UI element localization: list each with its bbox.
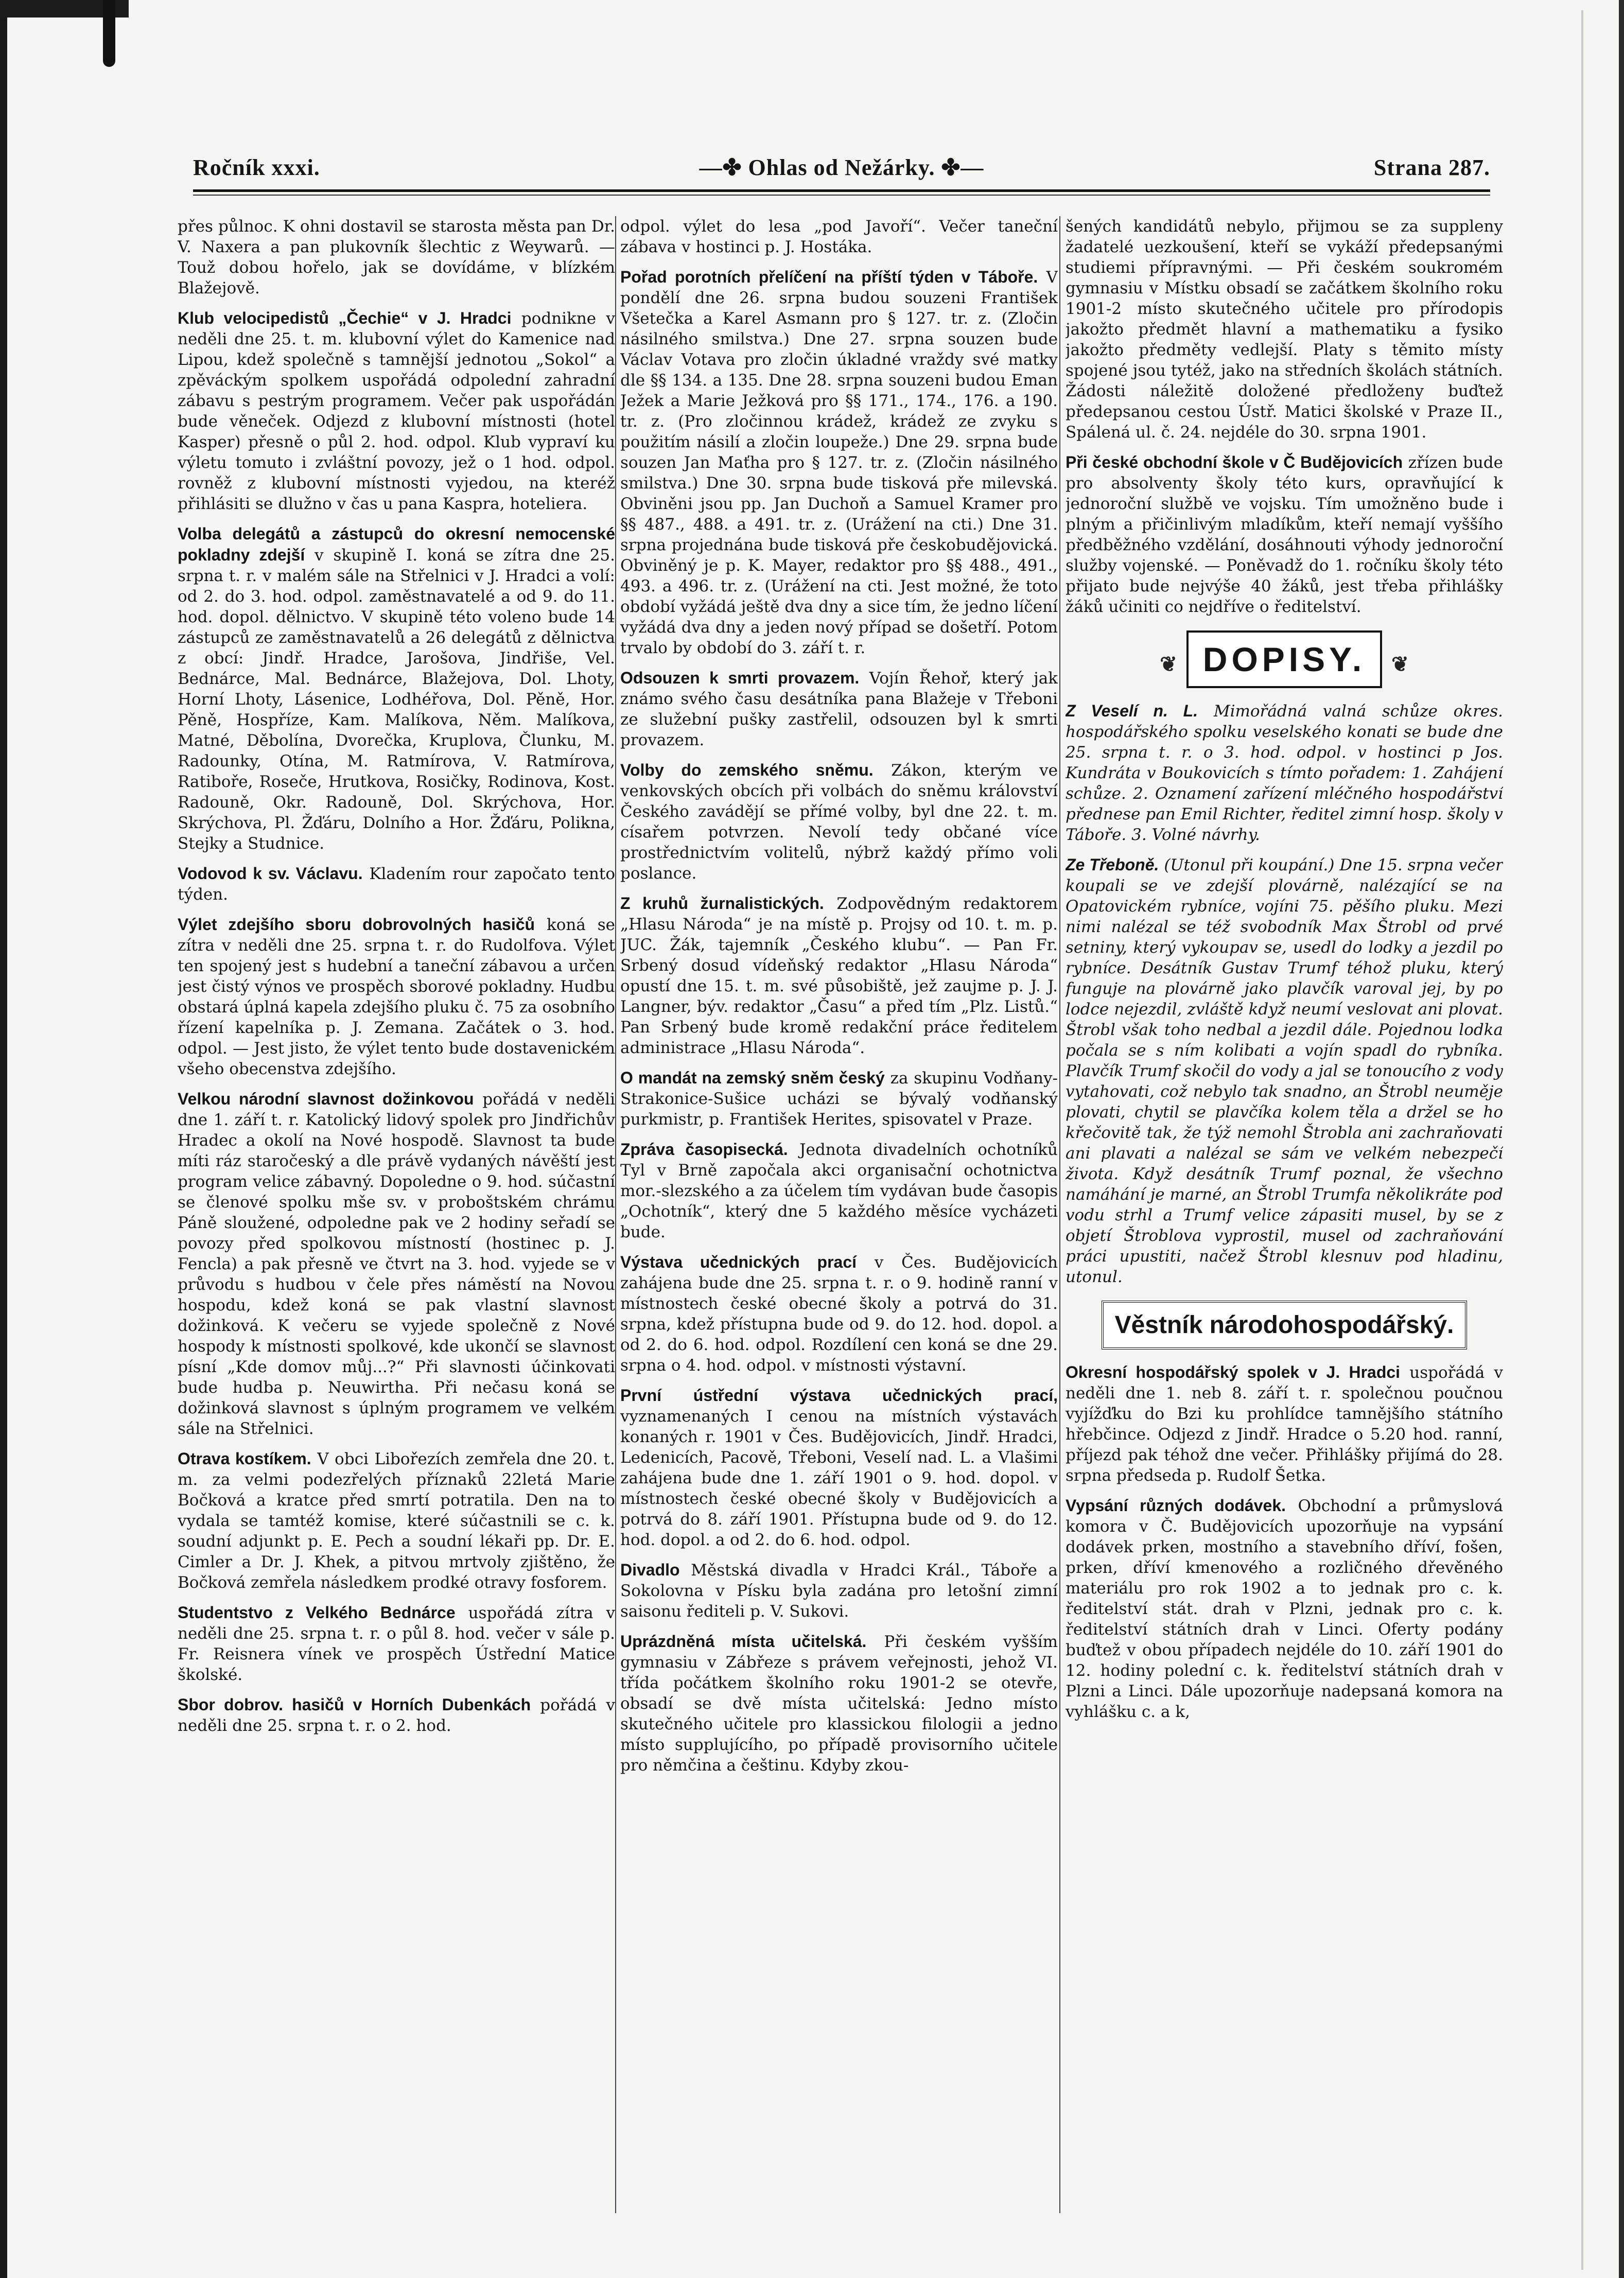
article-title: Otrava kostíkem. bbox=[178, 1449, 311, 1468]
letter: Z Veselí n. L. Mimořádná valná schůze okres. hospodářského spolku veselského konati se bude dne 25. srpna t. r. o 3. hod. odpol. v hostinci p Jos. Kundráta v Boukovicích s tímto pořadem: 1. Zahájení schůze. 2. Oznamení zařízení mléčného hospodářství přednese pan Emil Richter, ředitel zimní hosp. školy v Táboře. 3. Volné návrhy. bbox=[1066, 702, 1503, 844]
scan-edge-right bbox=[1619, 0, 1624, 2278]
letter-title: Ze Třeboně. bbox=[1066, 855, 1159, 874]
article: odpol. výlet do lesa „pod Javoří“. Večer taneční zábava v hostinci p. J. Hostáka. bbox=[620, 217, 1058, 256]
article: Odsouzen k smrti provazem. Vojín Řehoř, který jak známo svého času desátníka pana Blažeje v Třeboni ze služební pušky zastřelil, odsouzen byl k smrti provazem. bbox=[620, 669, 1058, 749]
page-header bbox=[193, 154, 1490, 185]
article-title: Volby do zemského sněmu. bbox=[620, 761, 874, 779]
column-divider bbox=[615, 216, 616, 2213]
article: Divadlo Městská divadla v Hradci Král., Táboře a Sokolovna v Písku byla zadána pro letošní zimní saisonu řediteli p. V. Sukovi. bbox=[620, 1561, 1058, 1621]
newspaper-title: —✤ Ohlas od Nežárky. ✤— bbox=[699, 155, 984, 180]
article: Pořad porotních přelíčení na příští týden v Táboře. V pondělí dne 26. srpna budou souzeni František Všetečka a Karel Asmann pro § 127. tr. z. (Zločin násilného smilstva.) Dne 27. srpna souzen bude Václav Votava pro zločin úkladné vraždy své matky dle §§ 134. a 135. Dne 28. srpna souzeni budou Eman Ježek a Marie Ježková pro §§ 171., 174., 176. a 190. tr. z. (Pro zločinnou krádež, krádež ze zvyku s použitím násilí a zločin loupeže.) Dne 29. srpna bude souzen Jan Maťha pro § 127. tr. z. (Zločin násilného smilstva.) Dne 30. srpna bude tisková pře milevská. Obviněni jsou pp. Jan Duchoň a Samuel Kramer pro §§ 487., 488. a 491. tr. z. (Urážení na cti.) Dne 31. srpna projednána bude tisková pře českobudějovická. Obviněný je p. K. Mayer, redaktor pro §§ 488., 491., 493. a 496. tr. z. (Urážení na cti. Jest možné, že toto období vyžádá ještě dva dny a sice tím, že jedno líčení vyžádá dva dny a jeden nový případ se došetří. Potom trvalo by období do 3. září t. r. bbox=[620, 268, 1058, 657]
article-title: Velkou národní slavnost dožinkovou bbox=[178, 1090, 474, 1108]
article: Výlet zdejšího sboru dobrovolných hasičů koná se zítra v neděli dne 25. srpna t. r. do Rudolfova. Výlet ten spojený jest s hudební a taneční zábavou a určen jest čistý výnos ve prospěch sborové pokladny. Hudbu obstará úplná kapela zdejšího pluku č. 75 za osobního řízení kapelníka p. J. Zemana. Začátek o 3. hod. odpol. — Jest jisto, že výlet tento bude dostavenickém všeho obecenstva zdejšího. bbox=[178, 915, 615, 1078]
scan-notch bbox=[103, 0, 115, 67]
ornament-icon: ❦ bbox=[1391, 653, 1409, 676]
article-title: Volba delegátů a zástupců do okresní nemocenské pokladny zdejší bbox=[178, 524, 615, 564]
article: šených kandidátů nebylo, přijmou se za suppleny žadatelé uezkoušení, kteří se vykáží předepsanými studiemi přípravnými. — Při českém soukromém gymnasiu v Místku obsadí se začátkem školního roku 1901-2 místo skutečného učitele pro přírodopis jakožto předmět hlavní a mathematiku a fysiko jakožto předměty vedlejší. Platy s těmito místy spojené jsou tytéž, jako na středních školách státních. Žádosti náležitě doložené předloženy buďtež předepsanou cestou Ústř. Matici školské v Praze II., Spálená ul. č. 24. nejdéle do 30. srpna 1901. bbox=[1066, 217, 1503, 442]
article: přes půlnoc. K ohni dostavil se starosta města pan Dr. V. Naxera a pan plukovník šlechtic z Weywarů. — Touž dobou hořelo, jak se dovídáme, v blízkém Blažejově. bbox=[178, 217, 615, 297]
article-title: První ústřední výstava učednických prací, bbox=[620, 1386, 1058, 1405]
article: Klub velocipedistů „Čechie“ v J. Hradci podnikne v neděli dne 25. t. m. klubovní výlet do Kamenice nad Lipou, kdež společně s tamnější jednotou „Sokol“ a zpěváckým spolkem uspořádá odpolední zahradní zábavu s pestrým programem. Večer pak uspořádán bude věneček. Odjezd z klubovní místnosti (hotel Kasper) přesně o půl 2. hod. odpol. Klub vypraví ku výletu tomuto i zvláštní povozy, jež o 1 hod. odpol. rovněž z klubovní místnosti vyjedou, na kteréž přihlásiti se dlužno v čas u pana Kaspra, hoteliera. bbox=[178, 309, 615, 513]
article-title: Klub velocipedistů „Čechie“ v J. Hradci bbox=[178, 309, 512, 327]
article-title: Divadlo bbox=[620, 1561, 680, 1579]
article: Uprázdněná místa učitelská. Při českém vyšším gymnasiu v Zábřeze s právem veřejnosti, jehož VI. třída počátkem školního roku 1901-2 se otevře, obsadí se dvě místa učitelská: Jedno místo skutečného učitele pro klassickou filologii a jedno místo supplujícího, po případě provisorního učitele pro němčina a češtinu. Kdyby zkou- bbox=[620, 1632, 1058, 1775]
scan-line bbox=[1581, 10, 1583, 2270]
article: Sbor dobrov. hasičů v Horních Dubenkách pořádá v neděli dne 25. srpna t. r. o 2. hod. bbox=[178, 1695, 615, 1735]
article-title: Při české obchodní škole v Č Budějovicích bbox=[1066, 453, 1403, 471]
article: Volby do zemského sněmu. Zákon, kterým ve venkovských obcích při volbách do sněmu království Českého zavádějí se přímé volby, byl dne 22. t. m. císařem potvrzen. Nevolí tedy občané více prostřednictvím volitelů, nýbrž každý přímo voli poslance. bbox=[620, 761, 1058, 883]
section-title: DOPISY. bbox=[1186, 630, 1382, 688]
article: První ústřední výstava učednických prací, vyznamenaných I cenou na místních výstavách konaných r. 1901 v Čes. Budějovicích, Jindř. Hradci, Ledenicích, Pacově, Třeboni, Veselí nad. L. a Vlašimi zahájena bude dne 1. září 1901 o 9. hod. dopol. v místnostech české obecné školy v Budějovicích a potrvá do 8. září 1901. Přístupna bude od 9. do 12. hod. dopol. a od 2. do 6. hod. odpol. bbox=[620, 1386, 1058, 1549]
article: O mandát na zemský sněm český za skupinu Vodňany-Strakonice-Sušice ucházi se bývalý vodňanský purkmistr, p. František Herites, spisovatel v Praze. bbox=[620, 1068, 1058, 1129]
article-title: Pořad porotních přelíčení na příští týden v Táboře. bbox=[620, 268, 1038, 286]
article: Z kruhů žurnalistických. Zodpovědným redaktorem „Hlasu Národa“ je na místě p. Projsy od 10. t. m. p. JUC. Žák, tajemník „Českého klubu“. — Pan Fr. Srbený dosud vídeňský redaktor „Hlasu Národa“ opustí dne 15. t. m. své působiště, jež zaujme p. J. J. Langner, býv. redaktor „Času“ a před tím „Plz. Listů.“ Pan Srbený bude kromě redakční práce ředitelem administrace „Hlasu Národa“. bbox=[620, 894, 1058, 1057]
article-title: Odsouzen k smrti provazem. bbox=[620, 669, 860, 687]
article-title: Vodovod k sv. Václavu. bbox=[178, 864, 363, 883]
header-rule bbox=[193, 189, 1490, 192]
article-title: Zpráva časopisecká. bbox=[620, 1140, 788, 1159]
article-title: O mandát na zemský sněm český bbox=[620, 1068, 885, 1087]
article: Zpráva časopisecká. Jednota divadelních ochotníků Tyl v Brně započala akci organisační ochotnictva mor.-slezského a za účelem tím vydávan bude časopis „Ochotník“, který dne 5 každého měsíce vycházeti bude. bbox=[620, 1140, 1058, 1241]
column-right bbox=[1066, 216, 1503, 2223]
article-title: Vypsání různých dodávek. bbox=[1066, 1496, 1286, 1515]
article-title: Okresní hospodářský spolek v J. Hradci bbox=[1066, 1363, 1401, 1381]
article-title: Výstava učednických prací bbox=[620, 1253, 857, 1271]
article: Okresní hospodářský spolek v J. Hradci uspořádá v neděli dne 1. neb 8. září t. r. společnou poučnou vyjížďku do Bzi ku prohlídce tamnějšího státního hřebčince. Odjezd z Jindř. Hradce o 5.20 hod. ranní, příjezd pak téhož dne večer. Přihlášky přijímá do 28. srpna předseda p. Rudolf Šetka. bbox=[1066, 1363, 1503, 1485]
article: Vypsání různých dodávek. Obchodní a průmyslová komora v Č. Budějovicích upozorňuje na vypsání dodávek prken, mostního a stavebního dříví, fošen, prken, dříví kmenového a rozličného dřevěného materiálu pro rok 1902 a to jednak pro c. k. ředitelství stát. drah v Plzni, jednak pro c. k. ředitelství státních drah v Linci. Oferty podány buďtež v obou případech nejdéle do 10. září 1901 do 12. hodiny polední c. k. ředitelství státních drah v Plzni a Linci. Dále upozorňuje nadepsaná komora na vyhlášku c. a k, bbox=[1066, 1496, 1503, 1721]
page-number: Strana 287. bbox=[1373, 155, 1490, 180]
vestnik-banner bbox=[1066, 1301, 1503, 1350]
article: Při české obchodní škole v Č Budějovicích zřízen bude pro absolventy školy této kurs, opravňující k jednoroční službě ve vojsku. Tím umožněno bude i plným a přičinlivým mladíkům, kteří nemají vyššího předběžného vzdělání, dosáhnouti výhody jednoroční služby vojenské. — Poněvadž do 1. ročníku školy této přijato bude nejvýše 40 žáků, jest třeba přihlášky žáků učiniti co nejdříve o ředitelství. bbox=[1066, 453, 1503, 616]
article: Výstava učednických prací v Čes. Budějovicích zahájena bude dne 25. srpna t. r. o 9. hodině ranní v místnostech české obecné školy a potrvá do 31. srpna, kdež přístupna bude od 9. do 12. hod. dopol. a od 2. do 6. hod. odpol. Rozdílení cen koná se dne 29. srpna o 4. hod. odpol. v místnosti výstavní. bbox=[620, 1253, 1058, 1375]
volume-label: Ročník xxxi. bbox=[193, 155, 320, 180]
article: Vodovod k sv. Václavu. Kladením rour započato tento týden. bbox=[178, 864, 615, 904]
article: Otrava kostíkem. V obci Libořezích zemřela dne 20. t. m. za velmi podezřelých příznaků 22letá Marie Bočková a kratce před smrtí potratila. Den na to vydala se tamtéž komise, které súčastnili se c. k. soudní adjunkt p. E. Pech a soudní lékaři pp. Dr. E. Cimler a Dr. J. Khek, a pitvou mrtvoly zjištěno, že Bočková zemřela následkem prodké otravy fosforem. bbox=[178, 1449, 615, 1592]
dopisy-banner bbox=[1066, 630, 1503, 688]
column-left bbox=[178, 216, 615, 2223]
article: Volba delegátů a zástupců do okresní nemocenské pokladny zdejší v skupině I. koná se zítra dne 25. srpna t. r. v malém sále na Střelnici v J. Hradci a volí: od 2. do 3. hod. odpol. zaměstnavatelé a od 9. do 11. hod. dopol. dělnictvo. V skupině této voleno bude 14 zástupců ze zaměstnavatelů a 26 delegátů z dělnictva z obcí: Jindř. Hradce, Jarošova, Jindřiše, Vel. Bednárce, Mal. Bednárce, Blažejova, Dol. Lhoty, Horní Lhoty, Lásenice, Lodhéřova, Dol. Pěně, Hor. Pěně, Hospříze, Kam. Malíkova, Něm. Malíkova, Matné, Děbolína, Dvorečka, Kruplova, Člunku, M. Radounky, Otína, M. Ratmírova, V. Ratmírova, Ratiboře, Roseče, Hrutkova, Rosičky, Rodinova, Kost. Radouně, Okr. Radouně, Dol. Skrýchova, Hor. Skrýchova, Pl. Žďáru, Dolního a Hor. Žďáru, Polikna, Stejky a Studnice. bbox=[178, 524, 615, 853]
article: Studentstvo z Velkého Bednárce uspořádá zítra v neděli dne 25. srpna t. r. o půl 8. hod. večer v sále p. Fr. Reisnera vínek ve prospěch Ústřední Matice školské. bbox=[178, 1603, 615, 1684]
ornament-icon: ❦ bbox=[1160, 653, 1177, 676]
article-title: Z kruhů žurnalistických. bbox=[620, 894, 824, 913]
article: Velkou národní slavnost dožinkovou pořádá v neděli dne 1. září t. r. Katolický lidový spolek pro Jindřichův Hradec a okolí na Nové hospodě. Slavnost ta bude míti ráz staročeský a dle právě vydaných návěští jest program velice zábavný. Dopoledne o 9. hod. súčastní se členové spolku mše sv. v proboštském chrámu Páně sloužené, odpoledne pak ve 2 hodiny seřadí se povozy před spolkovou místností (hostinec p. J. Fencla) a pak přesně ve čtvrt na 3. hod. vyjede se v průvodu s hudbou v čele přes náměstí na Novou hospodu, kdež koná se pak vlastní slavnost dožinková. K večeru se vyjede společně z Nové hospody k místnosti spolkové, kde ukončí se slavnost písní „Kde domov můj...?“ Při slavnosti účinkovati bude hudba p. Neuwirtha. Při nečasu koná se dožinková slavnost s úplným programem ve velkém sále na Střelnici. bbox=[178, 1090, 615, 1438]
section-title: Věstník národohospodářský. bbox=[1102, 1301, 1468, 1350]
scan-edge-left bbox=[0, 0, 7, 2278]
article-title: Sbor dobrov. hasičů v Horních Dubenkách bbox=[178, 1695, 531, 1714]
article-title: Uprázdněná místa učitelská. bbox=[620, 1632, 867, 1651]
article-title: Výlet zdejšího sboru dobrovolných hasičů bbox=[178, 915, 535, 934]
header-rule-thin bbox=[193, 195, 1490, 196]
column-divider bbox=[1059, 216, 1060, 2213]
column-middle bbox=[620, 216, 1058, 2223]
letter-title: Z Veselí n. L. bbox=[1066, 702, 1198, 720]
letter: Ze Třeboně. (Utonul při koupání.) Dne 15. srpna večer koupali se ve zdejší plovárně, nalézající se na Opatovickém rybníce, vojíni 75. pěšího pluku. Mezi nimi nalézal se též svobodník Max Štrobl od prvé setniny, který vykoupav se, usedl do lodky a jezdil po rybníce. Desátník Gustav Trumf téhož pluku, který funguje na plovárně jako plavčík varoval jej, by po lodce nejezdil, zvláště když neumí veslovat ani plovat. Štrobl však toho nedbal a jezdil dále. Pojednou lodka počala se s ním kolibati a vojín spadl do rybníka. Plavčík Trumf skočil do vody a jal se tonoucího z vody vytahovati, což nebylo tak snadno, an Štrobl neuměje plovati, chytil se plavčíka kolem těla a držel se ho křečovitě tak, že týž nemohl Štrobla ani zachraňovati ani plavati a nalézal se sám ve velkém nebezpečí života. Když desátník Trumf poznal, že všechno namáhání je marné, an Štrobl Trumfa několikráte pod vodu strhl a Trumf velice zápasiti musel, by se z objetí Štroblova vyprostil, musel od zachraňování práci upustiti, načež Štrobl klesnuv pod hladinu, utonul. bbox=[1066, 855, 1503, 1286]
article-title: Studentstvo z Velkého Bednárce bbox=[178, 1603, 456, 1622]
